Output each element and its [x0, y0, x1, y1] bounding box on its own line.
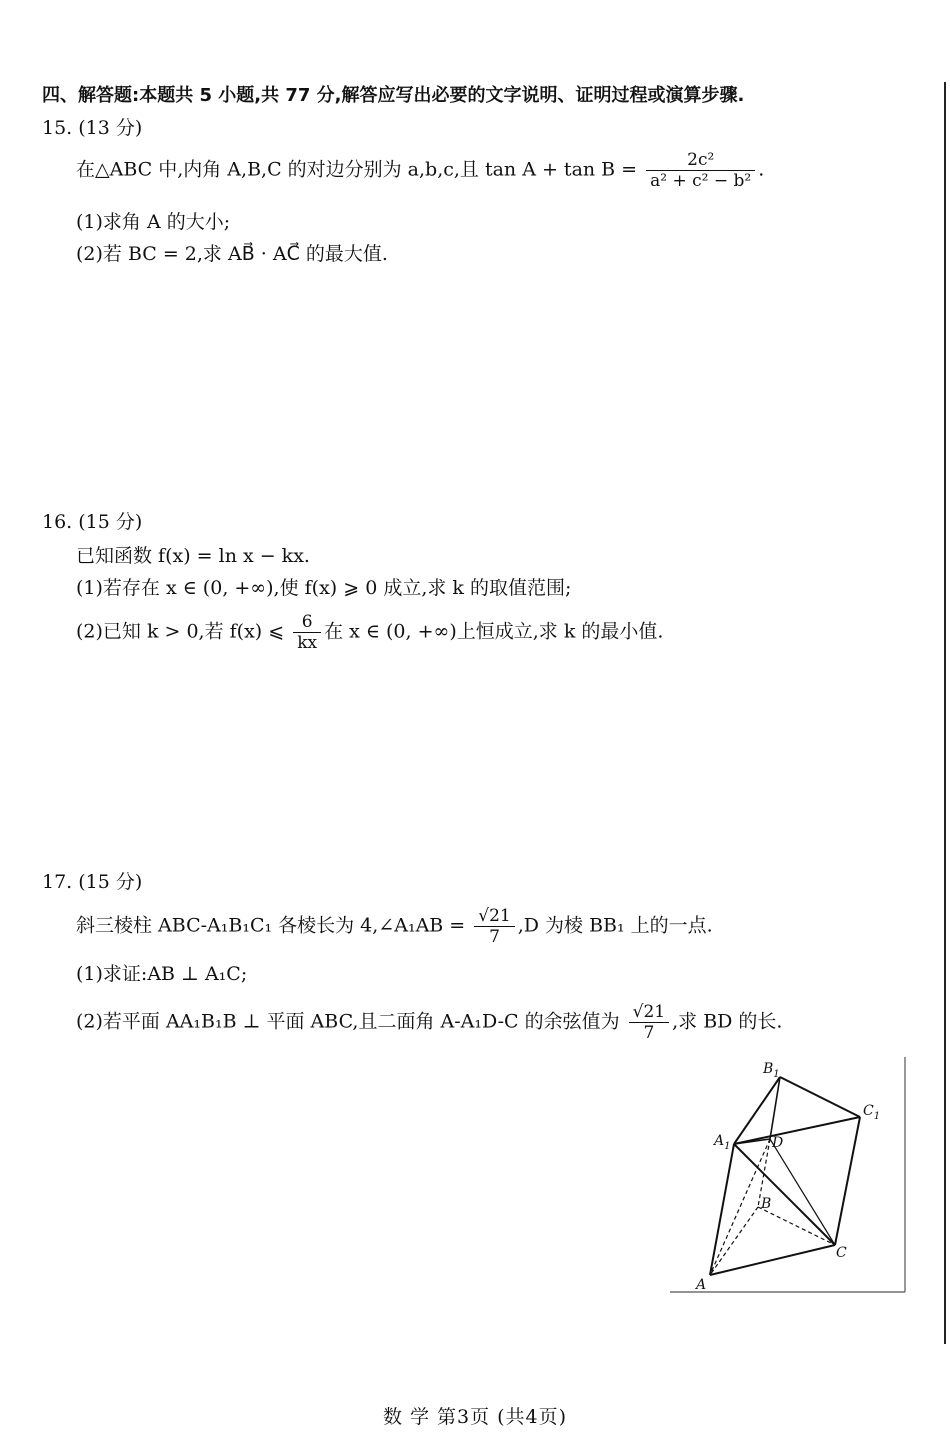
q16-fraction: [293, 612, 321, 653]
prism-figure: [670, 1057, 906, 1293]
label-a: A: [696, 1277, 707, 1293]
q16-part2-prefix: (2)已知 k > 0,若 f(x) ⩽: [76, 620, 285, 643]
edge-b1-d: [770, 1077, 780, 1139]
q17-fraction-denominator: 7: [474, 926, 514, 947]
q15-fraction-numerator: 2c²: [687, 150, 715, 170]
edge-b1-a1: [734, 1077, 780, 1144]
q15-fraction: [646, 150, 755, 191]
edge-a1-c1: [734, 1117, 860, 1144]
section-title: 四、解答题:本题共 5 小题,共 77 分,解答应写出必要的文字说明、证明过程或演算步骤.: [42, 85, 745, 106]
q16-stem: 已知函数 f(x) = ln x − kx.: [76, 545, 310, 567]
right-margin-rule: [944, 82, 946, 1344]
label-c: C: [836, 1245, 847, 1261]
q17-part2: [76, 1002, 782, 1043]
prism-diagram: [670, 1057, 906, 1293]
q17-fraction: [474, 906, 514, 947]
q15-stem-prefix: 在△ABC 中,内角 A,B,C 的对边分别为 a,b,c,且 tan A + tan B =: [76, 158, 638, 181]
q15-fraction-denominator: a² + c² − b²: [646, 170, 755, 191]
edge-a-c: [710, 1245, 835, 1275]
label-b: B: [761, 1196, 772, 1212]
label-d: D: [772, 1135, 784, 1151]
q17-stem-prefix: 斜三棱柱 ABC-A₁B₁C₁ 各棱长为 4,∠A₁AB =: [76, 914, 466, 937]
q16-fraction-numerator: 6: [301, 612, 313, 632]
edge-b1-c1: [780, 1077, 860, 1117]
q15-number: 15. (13 分): [42, 117, 143, 139]
q15-stem-suffix: .: [758, 158, 765, 181]
edge-c1-c: [835, 1117, 860, 1245]
q17-part1: (1)求证:AB ⊥ A₁C;: [76, 963, 248, 985]
q17-stem-suffix: ,D 为棱 BB₁ 上的一点.: [517, 914, 713, 937]
q15-stem: [76, 150, 764, 191]
q16-part2: [76, 612, 663, 653]
label-b1: $B_1$: [763, 1061, 780, 1080]
q16-fraction-denominator: kx: [293, 632, 321, 653]
q17-part2-prefix: (2)若平面 AA₁B₁B ⊥ 平面 ABC,且二面角 A-A₁D-C 的余弦值为: [76, 1010, 620, 1033]
q17-part2-suffix: ,求 BD 的长.: [672, 1010, 783, 1033]
edge-a1-a: [710, 1144, 734, 1275]
q17-fraction-numerator: √21: [632, 1002, 666, 1022]
q16-part2-suffix: 在 x ∈ (0, +∞)上恒成立,求 k 的最小值.: [324, 620, 664, 643]
q17-fraction-numerator: √21: [478, 906, 511, 926]
q17-number: 17. (15 分): [42, 871, 143, 893]
q16-number: 16. (15 分): [42, 511, 143, 533]
page-footer: 数 学 第3页 (共4页): [382, 1406, 568, 1428]
q17-stem: [76, 906, 713, 947]
edge-a1-c: [734, 1144, 835, 1245]
label-c1: $C_1$: [863, 1103, 881, 1122]
q17-fraction-denominator: 7: [629, 1022, 669, 1043]
q15-part1: (1)求角 A 的大小;: [76, 211, 231, 233]
q15-part2: (2)若 BC = 2,求 AB⃗ · AC⃗ 的最大值.: [76, 243, 388, 265]
q17-fraction: [629, 1002, 669, 1043]
label-a1: $A_1$: [714, 1133, 731, 1152]
q16-part1: (1)若存在 x ∈ (0, +∞),使 f(x) ⩾ 0 成立,求 k 的取值范围;: [76, 577, 572, 599]
